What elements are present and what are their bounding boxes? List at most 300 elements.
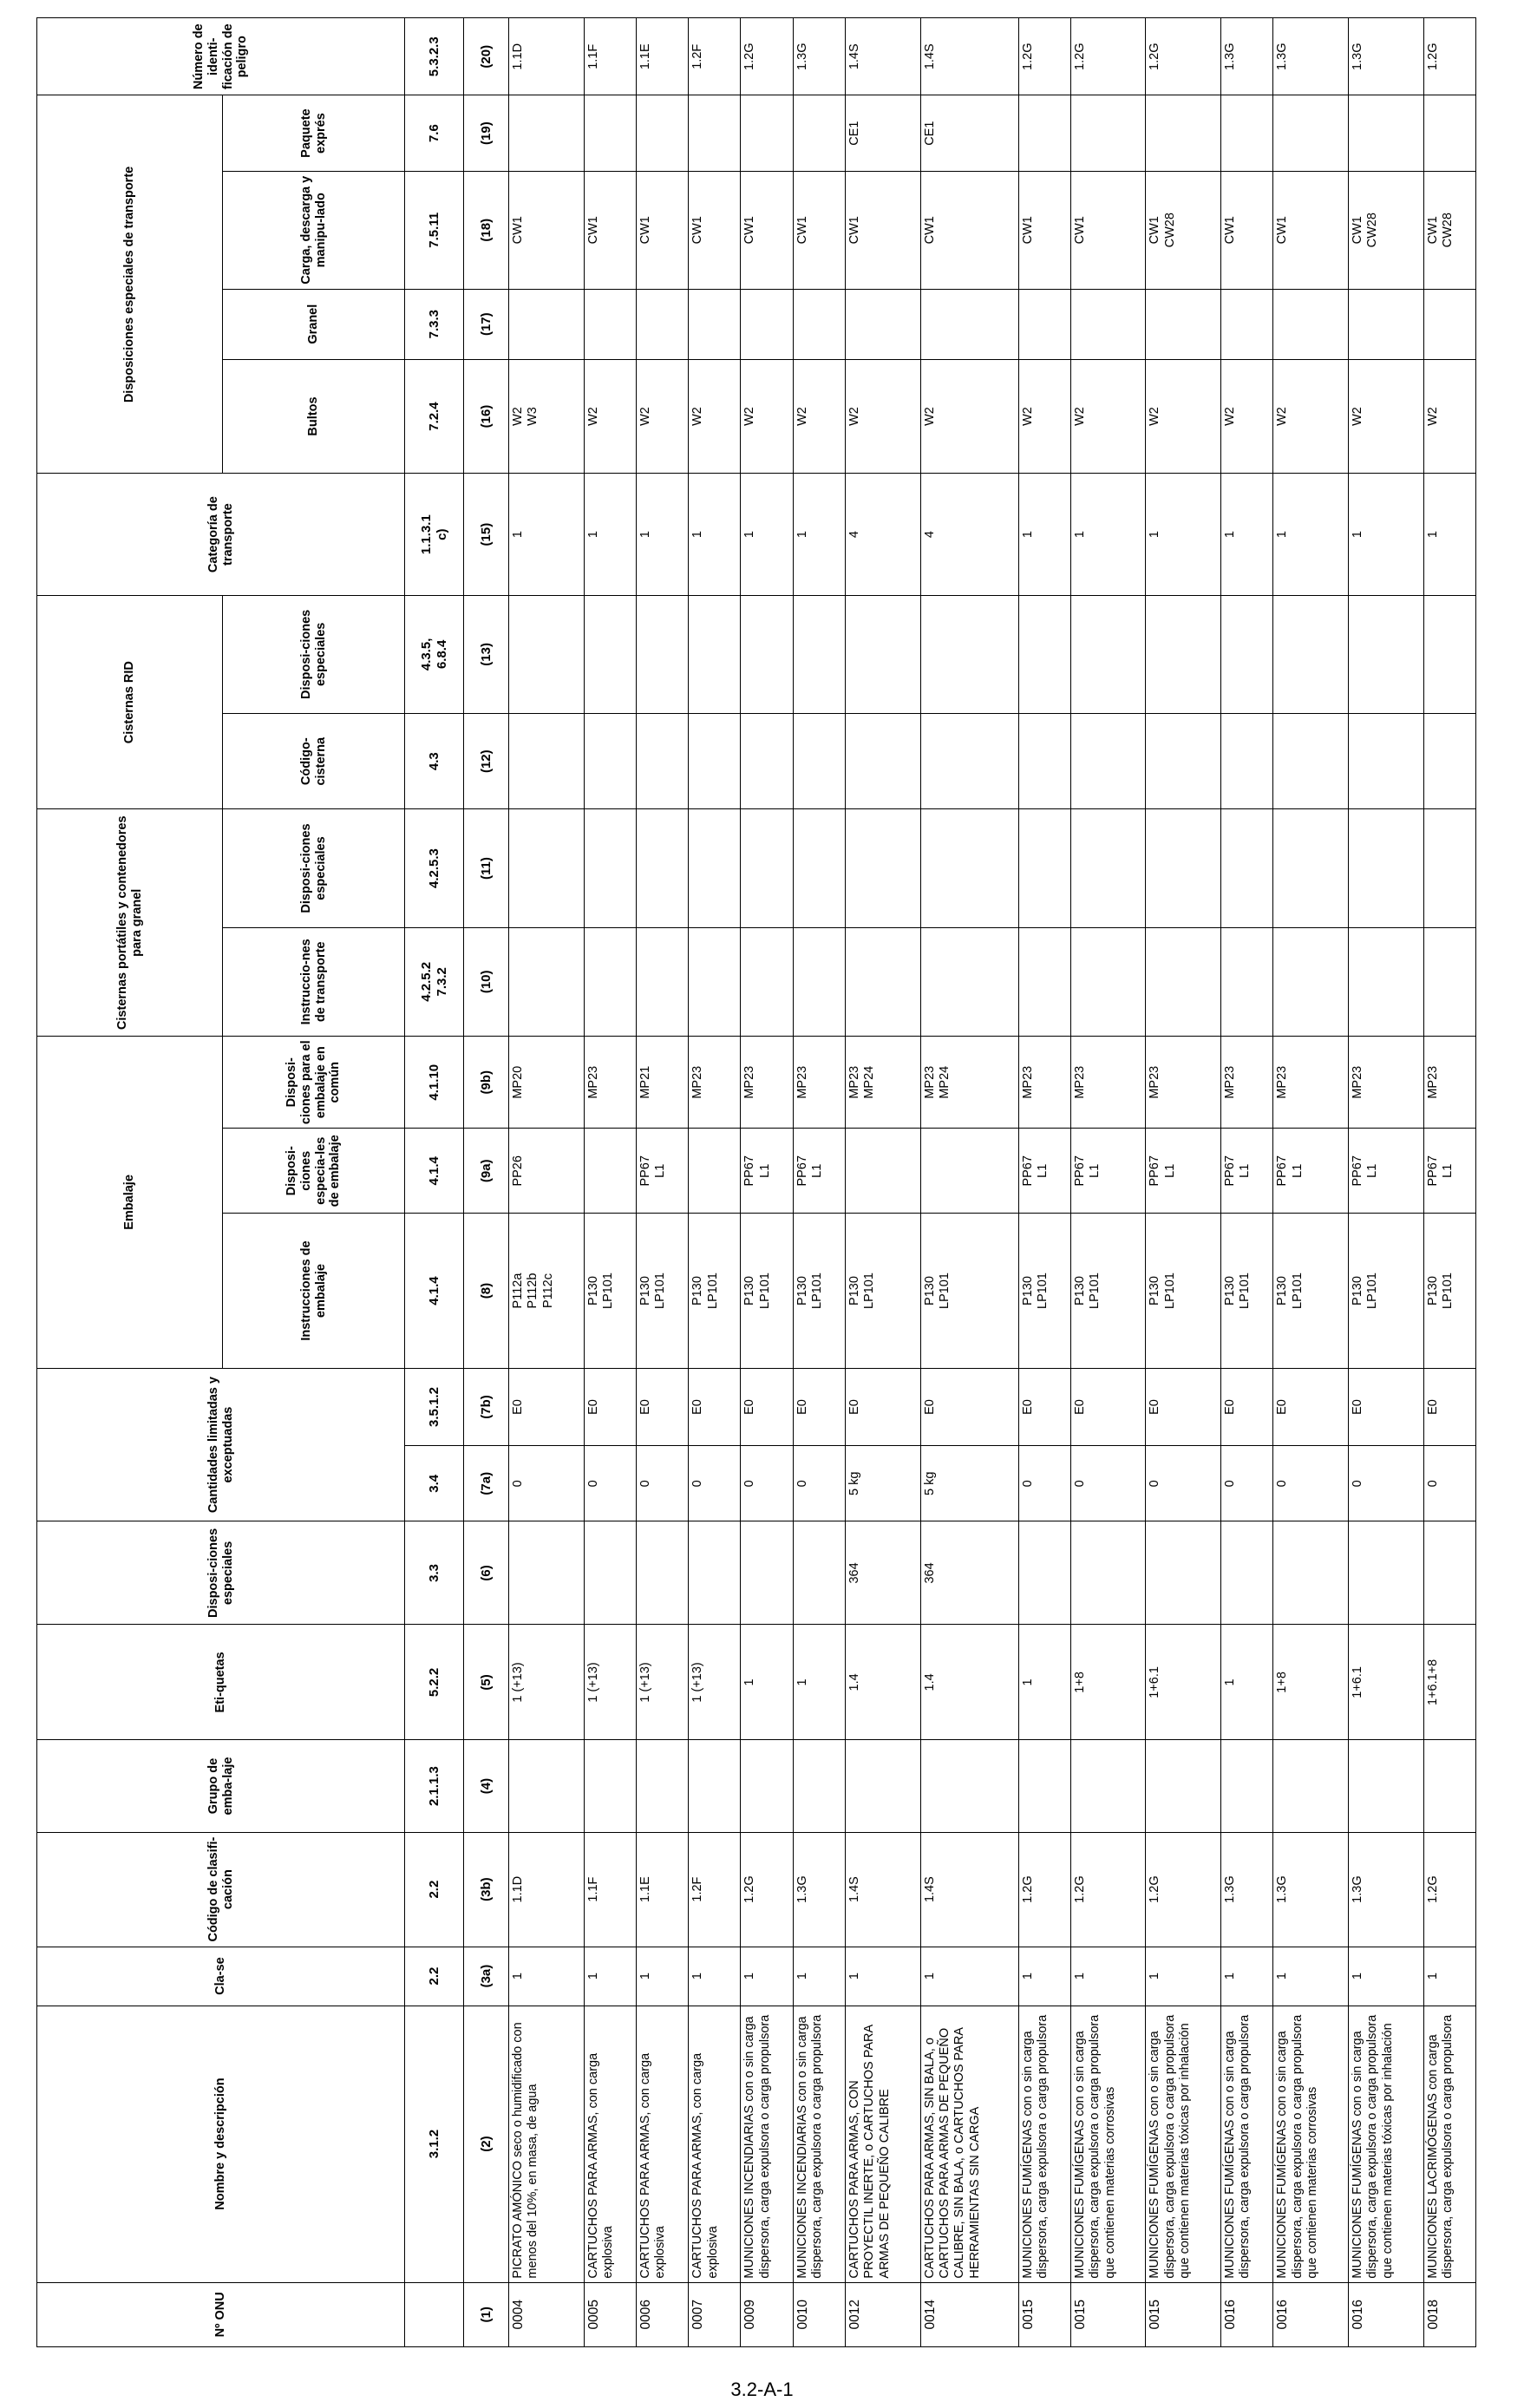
dangerous-goods-table — [36, 17, 1476, 2347]
cell-c19 — [793, 95, 845, 171]
cell-c9a — [689, 1129, 741, 1214]
cell-c3b: 1.1E — [636, 1832, 688, 1947]
hdr-cantidades: Cantidades limitadas y exceptuadas — [37, 1368, 405, 1521]
cell-c13 — [509, 595, 585, 713]
cell-un: 0016 — [1221, 2282, 1273, 2346]
cell-c16: W2 — [1018, 359, 1070, 474]
cell-c4 — [1070, 1740, 1146, 1832]
cell-un: 0007 — [689, 2282, 741, 2346]
cell-c11 — [509, 809, 585, 927]
cell-c17 — [584, 289, 636, 359]
cell-c3b: 1.1F — [584, 1832, 636, 1947]
cell-c6 — [741, 1521, 793, 1625]
hdr-grupo: Grupo de emba-laje — [37, 1740, 405, 1832]
cell-c15: 1 — [1146, 474, 1221, 595]
hdr-categoria: Categoría de transporte — [37, 474, 405, 595]
cell-c12 — [1221, 713, 1273, 809]
cell-c13 — [1348, 595, 1423, 713]
cell-c4 — [584, 1740, 636, 1832]
cell-c7a: 0 — [1018, 1446, 1070, 1521]
table-row — [1146, 18, 1221, 2347]
cell-c3a: 1 — [1221, 1947, 1273, 2006]
cell-c18: CW1 CW28 — [1423, 171, 1475, 289]
cell-c15: 4 — [845, 474, 920, 595]
cell-c8: P112a P112b P112c — [509, 1214, 585, 1369]
cell-c3a: 1 — [1423, 1947, 1475, 2006]
cell-c13 — [793, 595, 845, 713]
cell-un: 0006 — [636, 2282, 688, 2346]
cell-c7b: E0 — [1348, 1368, 1423, 1445]
hdr-carga: Carga, descarga y manipu-lado — [223, 171, 405, 289]
cell-c12 — [509, 713, 585, 809]
cell-name: MUNICIONES FUMÍGENAS con o sin carga dispersora, carga expulsora o carga propulsora que contienen materias corrosivas — [1070, 2006, 1146, 2282]
cell-c3a: 1 — [584, 1947, 636, 2006]
cell-c3a: 1 — [1348, 1947, 1423, 2006]
cell-c9a — [845, 1129, 920, 1214]
cell-c19 — [584, 95, 636, 171]
cell-c3b: 1.2G — [1423, 1832, 1475, 1947]
ref-cell: 3.5.1.2 — [405, 1368, 464, 1445]
cell-c6 — [636, 1521, 688, 1625]
cell-c5: 1+6.1+8 — [1423, 1625, 1475, 1740]
cell-c13 — [1018, 595, 1070, 713]
cell-name: MUNICIONES FUMÍGENAS con o sin carga dispersora, carga expulsora o carga propulsora — [1018, 2006, 1070, 2282]
cell-c17 — [509, 289, 585, 359]
cell-c16: W2 — [741, 359, 793, 474]
cell-name: CARTUCHOS PARA ARMAS, con carga explosiva — [636, 2006, 688, 2282]
page-number: 3.2-A-1 — [730, 2379, 794, 2400]
table-row — [1423, 18, 1475, 2347]
cell-c19 — [1221, 95, 1273, 171]
column-number-cell: (16) — [464, 359, 509, 474]
cell-c10 — [689, 927, 741, 1036]
column-number-cell: (6) — [464, 1521, 509, 1625]
cell-c10 — [636, 927, 688, 1036]
cell-c12 — [1273, 713, 1349, 809]
cell-c11 — [1273, 809, 1349, 927]
table-row — [1348, 18, 1423, 2347]
cell-c10 — [1018, 927, 1070, 1036]
cell-un: 0010 — [793, 2282, 845, 2346]
table-row — [1273, 18, 1349, 2347]
ref-cell: 5.2.2 — [405, 1625, 464, 1740]
cell-c10 — [920, 927, 1018, 1036]
cell-c3a: 1 — [1146, 1947, 1221, 2006]
hdr-codigo-cisterna: Código-cisterna — [223, 713, 405, 809]
cell-c18: CW1 — [1221, 171, 1273, 289]
cell-c4 — [509, 1740, 585, 1832]
cell-c10 — [1348, 927, 1423, 1036]
table-row — [741, 18, 793, 2347]
cell-un: 0016 — [1273, 2282, 1349, 2346]
cell-c7b: E0 — [1146, 1368, 1221, 1445]
cell-c8: P130 LP101 — [1348, 1214, 1423, 1369]
cell-c20: 1.2G — [1146, 18, 1221, 96]
cell-c9a: PP67 L1 — [1221, 1129, 1273, 1214]
cell-name: MUNICIONES FUMÍGENAS con o sin carga dispersora, carga expulsora o carga propulsora que contienen materias tóxicas por inhalación — [1146, 2006, 1221, 2282]
cell-c16: W2 — [584, 359, 636, 474]
cell-c13 — [845, 595, 920, 713]
cell-c3a: 1 — [1018, 1947, 1070, 2006]
cell-c3b: 1.2G — [1070, 1832, 1146, 1947]
cell-c4 — [1018, 1740, 1070, 1832]
cell-c7a: 0 — [636, 1446, 688, 1521]
cell-c20: 1.2G — [1018, 18, 1070, 96]
cell-c3a: 1 — [845, 1947, 920, 2006]
cell-c15: 1 — [1348, 474, 1423, 595]
cell-name: MUNICIONES FUMÍGENAS con o sin carga dispersora, carga expulsora o carga propulsora que contienen materias tóxicas por inhalación — [1348, 2006, 1423, 2282]
cell-c5: 1 (+13) — [689, 1625, 741, 1740]
cell-c8: P130 LP101 — [689, 1214, 741, 1369]
cell-c9b: MP23 — [584, 1037, 636, 1129]
cell-c7a: 0 — [584, 1446, 636, 1521]
cell-c6 — [1018, 1521, 1070, 1625]
cell-c5: 1.4 — [920, 1625, 1018, 1740]
cell-c7a: 0 — [793, 1446, 845, 1521]
cell-c9a: PP67 L1 — [741, 1129, 793, 1214]
cell-c10 — [1146, 927, 1221, 1036]
cell-c9b: MP23 MP24 — [845, 1037, 920, 1129]
cell-c18: CW1 CW28 — [1146, 171, 1221, 289]
column-number-cell: (7b) — [464, 1368, 509, 1445]
column-number-row — [464, 18, 509, 2347]
cell-c9b: MP23 — [741, 1037, 793, 1129]
cell-c20: 1.3G — [793, 18, 845, 96]
cell-c13 — [1221, 595, 1273, 713]
cell-c7a: 0 — [689, 1446, 741, 1521]
cell-c5: 1 (+13) — [509, 1625, 585, 1740]
cell-c8: P130 LP101 — [636, 1214, 688, 1369]
cell-c18: CW1 — [584, 171, 636, 289]
cell-c12 — [793, 713, 845, 809]
cell-c7a: 0 — [1348, 1446, 1423, 1521]
cell-c7a: 0 — [509, 1446, 585, 1521]
cell-c15: 1 — [1423, 474, 1475, 595]
cell-c6 — [584, 1521, 636, 1625]
cell-c12 — [1348, 713, 1423, 809]
cell-c20: 1.4S — [845, 18, 920, 96]
cell-c6 — [1423, 1521, 1475, 1625]
cell-c6 — [1070, 1521, 1146, 1625]
cell-c3a: 1 — [920, 1947, 1018, 2006]
cell-c4 — [920, 1740, 1018, 1832]
cell-c4 — [1348, 1740, 1423, 1832]
cell-c7a: 0 — [1423, 1446, 1475, 1521]
cell-c10 — [1423, 927, 1475, 1036]
cell-c16: W2 — [920, 359, 1018, 474]
cell-c3a: 1 — [741, 1947, 793, 2006]
cell-name: MUNICIONES FUMÍGENAS con o sin carga dispersora, carga expulsora o carga propulsora que contienen materias corrosivas — [1273, 2006, 1349, 2282]
cell-c16: W2 — [1221, 359, 1273, 474]
cell-c10 — [793, 927, 845, 1036]
column-number-cell: (2) — [464, 2006, 509, 2282]
cell-c11 — [1146, 809, 1221, 927]
ref-cell — [405, 2282, 464, 2346]
ref-cell: 3.4 — [405, 1446, 464, 1521]
cell-c20: 1.1F — [584, 18, 636, 96]
cell-c19 — [1018, 95, 1070, 171]
cell-name: MUNICIONES INCENDIARIAS con o sin carga dispersora, carga expulsora o carga propulsora — [741, 2006, 793, 2282]
cell-c9b: MP20 — [509, 1037, 585, 1129]
cell-c13 — [1273, 595, 1349, 713]
cell-c7b: E0 — [1070, 1368, 1146, 1445]
cell-c9b: MP23 — [689, 1037, 741, 1129]
hdr-granel: Granel — [223, 289, 405, 359]
cell-c19 — [1423, 95, 1475, 171]
cell-c7a: 0 — [1146, 1446, 1221, 1521]
column-number-cell: (9b) — [464, 1037, 509, 1129]
cell-c9a: PP67 L1 — [1070, 1129, 1146, 1214]
cell-c12 — [1423, 713, 1475, 809]
cell-c9a: PP67 L1 — [1273, 1129, 1349, 1214]
cell-c10 — [741, 927, 793, 1036]
cell-c11 — [1018, 809, 1070, 927]
cell-c8: P130 LP101 — [845, 1214, 920, 1369]
cell-c7a: 0 — [1221, 1446, 1273, 1521]
cell-c17 — [741, 289, 793, 359]
cell-c16: W2 — [845, 359, 920, 474]
cell-c15: 1 — [793, 474, 845, 595]
cell-c10 — [845, 927, 920, 1036]
cell-c3b: 1.3G — [1221, 1832, 1273, 1947]
cell-c15: 1 — [1273, 474, 1349, 595]
cell-c19 — [689, 95, 741, 171]
cell-c7b: E0 — [920, 1368, 1018, 1445]
cell-c9a: PP67 L1 — [1348, 1129, 1423, 1214]
cell-c11 — [920, 809, 1018, 927]
cell-c16: W2 W3 — [509, 359, 585, 474]
cell-c7a: 5 kg — [845, 1446, 920, 1521]
cell-c7b: E0 — [689, 1368, 741, 1445]
cell-c10 — [584, 927, 636, 1036]
cell-c8: P130 LP101 — [584, 1214, 636, 1369]
cell-un: 0018 — [1423, 2282, 1475, 2346]
cell-c17 — [1146, 289, 1221, 359]
cell-name: CARTUCHOS PARA ARMAS, SIN BALA, o CARTUCHOS PARA ARMAS DE PEQUEÑO CALIBRE, SIN BALA, o CARTUCHOS PARA HERRAMIENTAS SIN CARGA — [920, 2006, 1018, 2282]
cell-c18: CW1 — [793, 171, 845, 289]
cell-c15: 4 — [920, 474, 1018, 595]
table-row — [845, 18, 920, 2347]
cell-c9b: MP23 — [1348, 1037, 1423, 1129]
cell-c7b: E0 — [793, 1368, 845, 1445]
ref-cell: 4.3 — [405, 713, 464, 809]
cell-c15: 1 — [689, 474, 741, 595]
column-number-cell: (8) — [464, 1214, 509, 1369]
column-number-cell: (7a) — [464, 1446, 509, 1521]
hdr-disp-especiales: Disposi-ciones especiales — [37, 1521, 405, 1625]
cell-c11 — [689, 809, 741, 927]
cell-c4 — [689, 1740, 741, 1832]
cell-c19 — [741, 95, 793, 171]
cell-c13 — [741, 595, 793, 713]
cell-c9b: MP23 — [1273, 1037, 1349, 1129]
table-row — [793, 18, 845, 2347]
column-number-cell: (1) — [464, 2282, 509, 2346]
cell-c17 — [636, 289, 688, 359]
column-number-cell: (4) — [464, 1740, 509, 1832]
table-row — [1070, 18, 1146, 2347]
ref-cell: 2.1.1.3 — [405, 1740, 464, 1832]
cell-c16: W2 — [793, 359, 845, 474]
cell-c8: P130 LP101 — [1221, 1214, 1273, 1369]
cell-c5: 1 (+13) — [636, 1625, 688, 1740]
cell-c19 — [1348, 95, 1423, 171]
cell-c19: CE1 — [920, 95, 1018, 171]
cell-c12 — [636, 713, 688, 809]
ref-cell: 7.6 — [405, 95, 464, 171]
cell-c15: 1 — [509, 474, 585, 595]
cell-c17 — [1273, 289, 1349, 359]
cell-c7b: E0 — [584, 1368, 636, 1445]
cell-c3b: 1.2G — [1146, 1832, 1221, 1947]
cell-c20: 1.1E — [636, 18, 688, 96]
cell-c17 — [845, 289, 920, 359]
hdr-codigo: Código de clasifi-cación — [37, 1832, 405, 1947]
cell-c9a: PP67 L1 — [636, 1129, 688, 1214]
cell-c10 — [1273, 927, 1349, 1036]
hdr-clase: Cla-se — [37, 1947, 405, 2006]
table-row — [1018, 18, 1070, 2347]
cell-c9a: PP67 L1 — [793, 1129, 845, 1214]
cell-c18: CW1 — [741, 171, 793, 289]
cell-c4 — [793, 1740, 845, 1832]
cell-c18: CW1 — [689, 171, 741, 289]
cell-c7a: 5 kg — [920, 1446, 1018, 1521]
cell-c19: CE1 — [845, 95, 920, 171]
cell-c12 — [741, 713, 793, 809]
cell-c13 — [1146, 595, 1221, 713]
cell-c15: 1 — [741, 474, 793, 595]
cell-c4 — [1423, 1740, 1475, 1832]
cell-c9b: MP23 MP24 — [920, 1037, 1018, 1129]
cell-c15: 1 — [1018, 474, 1070, 595]
column-number-cell: (20) — [464, 18, 509, 96]
cell-c17 — [793, 289, 845, 359]
cell-c16: W2 — [1423, 359, 1475, 474]
cell-c12 — [845, 713, 920, 809]
hdr-instr-transporte: Instruccio-nes de transporte — [223, 927, 405, 1036]
cell-c13 — [584, 595, 636, 713]
cell-c16: W2 — [1348, 359, 1423, 474]
cell-c9a: PP67 L1 — [1146, 1129, 1221, 1214]
ref-cell: 7.5.11 — [405, 171, 464, 289]
cell-c5: 1 (+13) — [584, 1625, 636, 1740]
cell-c7b: E0 — [845, 1368, 920, 1445]
cell-c7b: E0 — [509, 1368, 585, 1445]
cell-c5: 1 — [1018, 1625, 1070, 1740]
cell-c3b: 1.2F — [689, 1832, 741, 1947]
cell-un: 0004 — [509, 2282, 585, 2346]
cell-c19 — [1070, 95, 1146, 171]
cell-c18: CW1 CW28 — [1348, 171, 1423, 289]
cell-c8: P130 LP101 — [1070, 1214, 1146, 1369]
ref-cell: 4.3.5, 6.8.4 — [405, 595, 464, 713]
cell-c10 — [1221, 927, 1273, 1036]
cell-c10 — [509, 927, 585, 1036]
table-body — [509, 18, 1476, 2347]
cell-c12 — [1018, 713, 1070, 809]
cell-c18: CW1 — [636, 171, 688, 289]
cell-c8: P130 LP101 — [1018, 1214, 1070, 1369]
cell-c5: 1+6.1 — [1348, 1625, 1423, 1740]
cell-c5: 1+6.1 — [1146, 1625, 1221, 1740]
cell-c8: P130 LP101 — [741, 1214, 793, 1369]
cell-c20: 1.3G — [1221, 18, 1273, 96]
cell-c20: 1.2G — [1070, 18, 1146, 96]
cell-c7b: E0 — [636, 1368, 688, 1445]
ref-cell: 1.1.3.1 c) — [405, 474, 464, 595]
ref-cell: 4.1.4 — [405, 1214, 464, 1369]
column-number-cell: (11) — [464, 809, 509, 927]
cell-c16: W2 — [1273, 359, 1349, 474]
cell-name: CARTUCHOS PARA ARMAS, con carga explosiva — [689, 2006, 741, 2282]
cell-c12 — [920, 713, 1018, 809]
cell-c8: P130 LP101 — [920, 1214, 1018, 1369]
cell-c7a: 0 — [1070, 1446, 1146, 1521]
column-number-cell: (10) — [464, 927, 509, 1036]
cell-c5: 1+8 — [1273, 1625, 1349, 1740]
cell-c5: 1 — [1221, 1625, 1273, 1740]
cell-c16: W2 — [1070, 359, 1146, 474]
cell-c4 — [1273, 1740, 1349, 1832]
cell-c3a: 1 — [636, 1947, 688, 2006]
ref-cell: 4.1.10 — [405, 1037, 464, 1129]
cell-un: 0015 — [1018, 2282, 1070, 2346]
cell-c6: 364 — [920, 1521, 1018, 1625]
cell-c9a: PP67 L1 — [1423, 1129, 1475, 1214]
cell-c11 — [1221, 809, 1273, 927]
hdr-peligro: Número de identi-ficación de peligro — [37, 18, 405, 96]
cell-c17 — [1018, 289, 1070, 359]
cell-c9b: MP23 — [1423, 1037, 1475, 1129]
cell-un: 0014 — [920, 2282, 1018, 2346]
cell-c17 — [1221, 289, 1273, 359]
cell-c11 — [741, 809, 793, 927]
table-row — [636, 18, 688, 2347]
cell-c4 — [1221, 1740, 1273, 1832]
column-number-cell: (5) — [464, 1625, 509, 1740]
hdr-disp-embalaje: Disposi-ciones especia-les de embalaje — [223, 1129, 405, 1214]
cell-c13 — [1423, 595, 1475, 713]
cell-c3a: 1 — [793, 1947, 845, 2006]
cell-c18: CW1 — [509, 171, 585, 289]
cell-c3a: 1 — [1273, 1947, 1349, 2006]
hdr-etiquetas: Eti-quetas — [37, 1625, 405, 1740]
cell-c9b: MP23 — [1146, 1037, 1221, 1129]
cell-c3a: 1 — [689, 1947, 741, 2006]
ref-cell: 7.3.3 — [405, 289, 464, 359]
cell-c17 — [689, 289, 741, 359]
ref-cell: 2.2 — [405, 1832, 464, 1947]
hdr-bultos: Bultos — [223, 359, 405, 474]
cell-c12 — [584, 713, 636, 809]
cell-name: MUNICIONES FUMÍGENAS con o sin carga dispersora, carga expulsora o carga propulsora — [1221, 2006, 1273, 2282]
cell-c7b: E0 — [1018, 1368, 1070, 1445]
cell-c15: 1 — [1070, 474, 1146, 595]
column-number-cell: (3b) — [464, 1832, 509, 1947]
cell-un: 0009 — [741, 2282, 793, 2346]
table-row — [1221, 18, 1273, 2347]
cell-c6 — [793, 1521, 845, 1625]
cell-c17 — [1070, 289, 1146, 359]
cell-c20: 1.2G — [1423, 18, 1475, 96]
cell-c18: CW1 — [920, 171, 1018, 289]
cell-c7b: E0 — [741, 1368, 793, 1445]
cell-c13 — [689, 595, 741, 713]
cell-c9b: MP23 — [1221, 1037, 1273, 1129]
cell-c3b: 1.2G — [1018, 1832, 1070, 1947]
cell-c15: 1 — [584, 474, 636, 595]
